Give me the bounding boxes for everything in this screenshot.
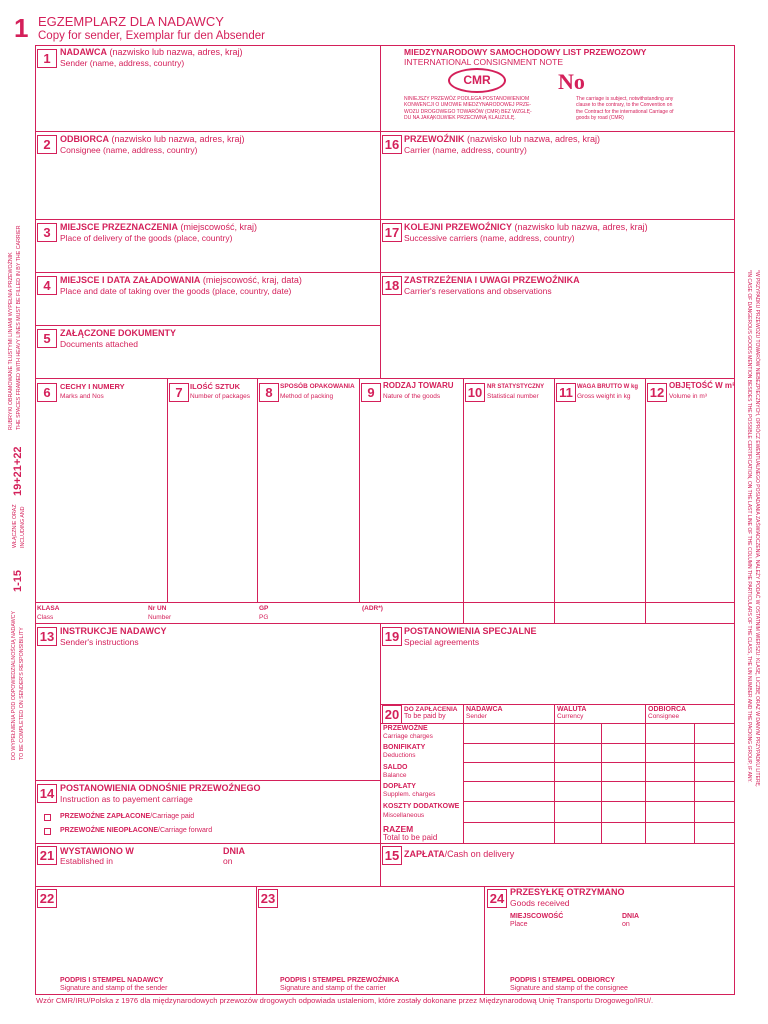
carriage-payment-label: POSTANOWIENIA ODNOŚNIE PRZEWOŹNEGO: [60, 783, 261, 793]
box-number: 9: [361, 383, 381, 402]
successive-carriers-label-en: Successive carriers (name, address, country): [404, 233, 575, 243]
label-pl: PRZEWOŹNIK: [404, 134, 465, 144]
adr-label: (ADR*): [362, 605, 383, 612]
delivery-place-label-en: Place of delivery of the goods (place, country): [60, 233, 233, 243]
divider: [35, 843, 735, 844]
box-number: 16: [382, 135, 402, 154]
row-total-en: Total to be paid: [383, 833, 438, 842]
divider: [484, 886, 485, 995]
successive-carriers-field[interactable]: [404, 245, 732, 270]
carrier-signature-area[interactable]: [258, 910, 482, 970]
divider: [554, 704, 555, 843]
divider: [35, 325, 380, 326]
box-number: 19: [382, 627, 402, 646]
packages-field[interactable]: [169, 404, 255, 600]
row-miscellaneous-en: Miscellaneous: [383, 812, 425, 819]
col-sender: NADAWCA: [466, 706, 503, 713]
side-left-bottom-pl: DO WYPEŁNIENIA POD ODPOWIEDZIALNOŚCIĄ NADAWCY: [11, 610, 17, 760]
special-agreements-label-en: Special agreements: [404, 637, 480, 647]
option-pl: PRZEWOŹNE NIEOPŁACONE: [60, 827, 159, 834]
row-deductions-en: Deductions: [383, 752, 416, 759]
label-pl: MIEJSCE PRZEZNACZENIA: [60, 222, 179, 232]
sender-label-en: Sender (name, address, country): [60, 58, 185, 68]
cmr-logo-text: CMR: [463, 73, 491, 87]
box-number: 22: [37, 889, 57, 908]
received-date-label: DNIA: [622, 913, 640, 920]
packages-label: ILOŚĆ SZTUK: [190, 382, 240, 391]
carrier-reservations-field[interactable]: [404, 298, 732, 376]
box-number: 8: [259, 383, 279, 402]
packing-label: SPOSÓB OPAKOWANIA: [280, 383, 355, 390]
sender-instructions-label-en: Sender's instructions: [60, 637, 139, 647]
special-agreements-label: POSTANOWIENIA SPECJALNE: [404, 626, 537, 636]
sender-signature-label-en: Signature and stamp of the sender: [60, 985, 168, 992]
divider: [35, 602, 735, 603]
divider: [35, 780, 380, 781]
side-left-range-b: 19+21+22: [12, 446, 24, 496]
side-left-top-pl: RUBRYKI OBRAMOWANE TŁUSTYMI LINIAMI WYPEŁNIA PRZEWOŹNIK: [8, 252, 14, 430]
label-pl-sub: /Cash on delivery: [444, 849, 515, 859]
notice-line: goods by road (CMR): [576, 115, 624, 122]
box-number: 5: [37, 329, 57, 348]
divider: [35, 886, 735, 887]
consignment-title-en: INTERNATIONAL CONSIGNMENT NOTE: [404, 57, 563, 67]
consignment-number-label: No: [558, 69, 585, 94]
box-number: 13: [37, 627, 57, 646]
divider: [645, 704, 646, 843]
goods-nature-label: RODZAJ TOWARU: [383, 381, 454, 390]
row-carriage-charges: PRZEWOŹNE: [383, 725, 428, 732]
divider: [694, 723, 695, 843]
cash-on-delivery-field[interactable]: [404, 862, 732, 884]
divider: [257, 378, 258, 602]
carrier-label-en: Carrier (name, address, country): [404, 145, 527, 155]
divider: [35, 623, 735, 624]
sender-signature-area[interactable]: [37, 910, 254, 970]
divider: [645, 378, 646, 623]
loading-place-label: [60, 275, 302, 285]
box-number: 7: [169, 383, 189, 402]
cash-on-delivery-label: [404, 849, 514, 859]
row-balance-en: Balance: [383, 772, 407, 779]
col-sender-en: Sender: [466, 713, 487, 720]
established-date-field[interactable]: [223, 867, 378, 884]
row-deductions: BONIFIKATY: [383, 744, 426, 751]
divider: [601, 723, 602, 843]
marks-label-en: Marks and Nos: [60, 393, 104, 400]
box-number: 17: [382, 223, 402, 242]
packing-label-en: Method of packing: [280, 393, 334, 400]
established-date-label: DNIA: [223, 846, 245, 856]
box-number: 12: [647, 383, 667, 402]
received-date-label-en: on: [622, 921, 630, 928]
goods-received-label-en: Goods received: [510, 898, 570, 908]
label-pl-sub: (nazwisko lub nazwa, adres, kraj): [512, 222, 648, 232]
box-number: 4: [37, 276, 57, 295]
marks-field[interactable]: [37, 404, 165, 600]
box-number: 11: [556, 383, 576, 402]
documents-label: ZAŁĄCZONE DOKUMENTY: [60, 328, 176, 338]
carriage-forward-checkbox[interactable]: [44, 828, 51, 835]
marks-label: CECHY I NUMERY: [60, 382, 125, 391]
sender-instructions-field[interactable]: [60, 649, 378, 778]
sender-label: [60, 47, 243, 57]
copy-subtitle: Copy for sender, Exemplar fur den Absender: [38, 30, 265, 42]
packing-group-label-en: PG: [259, 614, 269, 621]
notice-line: the Contract for the international Carriage of: [576, 108, 674, 115]
row-supplementary: DOPŁATY: [383, 783, 416, 790]
box-number: 20: [382, 705, 402, 724]
divider: [35, 272, 735, 273]
carrier-signature-label-en: Signature and stamp of the carrier: [280, 985, 386, 992]
box-number: 6: [37, 383, 57, 402]
divider: [380, 623, 381, 886]
divider: [35, 378, 735, 379]
copy-number: 1: [14, 13, 29, 43]
divider: [35, 219, 735, 220]
box-number: 24: [487, 889, 507, 908]
volume-label-en: Volume in m³: [669, 393, 707, 400]
box-number: 18: [382, 276, 402, 295]
notice-line: The carriage is subject, notwithstanding any: [576, 96, 674, 102]
box-number: 3: [37, 223, 57, 242]
row-balance: SALDO: [383, 764, 408, 771]
consignee-label-en: Consignee (name, address, country): [60, 145, 198, 155]
volume-label: OBJĘTOŚĆ W m³: [669, 381, 735, 390]
col-currency-en: Currency: [557, 713, 584, 720]
special-agreements-field[interactable]: [404, 649, 732, 702]
packages-label-en: Number of packages: [190, 393, 250, 400]
box-number: 21: [37, 846, 57, 865]
loading-place-field[interactable]: [60, 298, 378, 323]
side-left-range-a: 1-15: [12, 569, 24, 592]
row-supplementary-en: Supplem. charges: [383, 791, 436, 798]
established-label-en: Established in: [60, 856, 113, 866]
statistical-label-en: Statistical number: [487, 393, 539, 400]
volume-field[interactable]: [647, 404, 733, 600]
delivery-place-field[interactable]: [60, 245, 378, 270]
to-be-paid-label: DO ZAPŁACENIA: [404, 706, 458, 713]
side-right-en: *IN CASE OF DANGEROUS GOODS MENTION BESIDES THE POSSIBLE CERTIFICATION, ON THE LAST LINE OF THE COLUMN THE PARTICULARS OF THE CLASS, THE UN NUMBER AND THE PACKING GROUP, IF ANY.: [746, 270, 752, 783]
sender-instructions-label: INSTRUKCJE NADAWCY: [60, 626, 167, 636]
side-left-incl-pl: WŁĄCZNIE ORAZ: [12, 504, 18, 548]
consignee-signature-area[interactable]: [489, 932, 733, 972]
established-label: WYSTAWIONO W: [60, 846, 134, 856]
label-pl-sub: (miejscowość, kraj): [178, 222, 258, 232]
divider: [463, 378, 464, 623]
carrier-label: [404, 134, 600, 144]
divider: [359, 378, 360, 602]
box-number: 2: [37, 135, 57, 154]
cmr-notice-en: [576, 96, 674, 122]
notice-line: WOZU DROGOWEGO TOWARÓW (CMR) BEZ WZGLĘ-: [404, 108, 532, 115]
sender-field[interactable]: [60, 70, 378, 128]
goods-received-label: PRZESYŁKĘ OTRZYMANO: [510, 887, 625, 897]
label-pl: ZAPŁATA: [404, 849, 445, 859]
notice-line: KONWENCJI O UMOWIE MIEDZYNARODOWEJ PRZE-: [404, 102, 531, 109]
divider: [380, 45, 381, 378]
side-right-pl: *W PRZYPADKU PRZEWOZU TOWARÓW NIEBEZPIECZNYCH, OPRÓCZ EWENTUALNEGO POSIADANIA ZAŚWIADCZENIA, NALEŻY PODAĆ W OSTATNIM WIERSZU: KLASĘ, LICZBĘ ORAZ W DANYM PRZYPADKU LITERĘ.: [754, 270, 760, 788]
divider: [35, 131, 735, 132]
carrier-reservations-label-en: Carrier's reservations and observations: [404, 286, 552, 296]
label-pl-sub: (nazwisko lub nazwa, adres, kraj): [107, 47, 243, 57]
carrier-signature-label: PODPIS I STEMPEL PRZEWOŹNIKA: [280, 977, 400, 984]
footer-note: Wzór CMR/IRU/Polska z 1976 dla międzynarodowych przewozów drogowych odpowiada ustaleniom, które zostały dokonane przez Międzynarodową Unię Transportu Drogowego/IRU/.: [36, 996, 654, 1005]
row-total: RAZEM: [383, 824, 414, 834]
established-date-label-en: on: [223, 856, 233, 866]
option-en: /Carriage paid: [150, 813, 195, 820]
documents-field[interactable]: [60, 351, 378, 376]
packing-field[interactable]: [259, 404, 357, 600]
divider: [167, 378, 168, 602]
received-place-label: MIEJSCOWOŚĆ: [510, 913, 564, 920]
divider: [380, 704, 735, 705]
un-number-label: Nr UN: [148, 605, 167, 612]
consignment-title: MIEDZYNARODOWY SAMOCHODOWY LIST PRZEWOZOWY: [404, 47, 647, 57]
notice-line: DU NA JAKĄKOLWIEK PRZECIWNĄ KLAUZULĘ.: [404, 115, 516, 122]
divider: [463, 704, 464, 843]
carriage-paid-option: [60, 813, 194, 821]
consignee-label: [60, 134, 245, 144]
col-currency: WALUTA: [557, 706, 587, 713]
established-field[interactable]: [60, 867, 220, 884]
carriage-paid-checkbox[interactable]: [44, 814, 51, 821]
copy-title: EGZEMPLARZ DLA NADAWCY: [38, 14, 224, 29]
cmr-notice-pl: [404, 96, 532, 122]
col-consignee: ODBIORCA: [648, 706, 687, 713]
statistical-label: NR STATYSTYCZNY: [487, 384, 545, 390]
label-pl: ODBIORCA: [60, 134, 109, 144]
box-number: 15: [382, 846, 402, 865]
label-pl-sub: (nazwisko lub nazwa, adres, kraj): [464, 134, 601, 144]
received-place-label-en: Place: [510, 921, 528, 928]
label-pl-sub: (nazwisko lub nazwa, adres, kraj): [109, 134, 245, 144]
label-pl: KOLEJNI PRZEWOŹNICY: [404, 222, 513, 232]
row-carriage-charges-en: Carriage charges: [383, 733, 433, 740]
option-en: /Carriage forward: [158, 827, 213, 834]
label-pl-sub: (miejscowość, kraj, data): [200, 275, 302, 285]
delivery-place-label: [60, 222, 257, 232]
goods-nature-label-en: Nature of the goods: [383, 393, 441, 400]
consignee-field[interactable]: [60, 157, 378, 217]
class-label-en: Class: [37, 614, 54, 621]
box-number: 23: [258, 889, 278, 908]
option-pl: PRZEWOŹNE ZAPŁACONE: [60, 813, 151, 820]
packing-group-label: GP: [259, 605, 269, 612]
box-number: 14: [37, 784, 57, 803]
box-number: 1: [37, 49, 57, 68]
divider: [256, 886, 257, 995]
class-label: KLASA: [37, 605, 60, 612]
side-left-top-en: THE SPACES FRAMED WITH HEAVY LINES MUST BE FILLED IN BY THE CARRIER: [16, 225, 22, 430]
notice-line: NINIEJSZY PRZEWÓZ PODLEGA POSTANOWIENIOM: [404, 96, 530, 102]
un-number-label-en: Number: [148, 614, 172, 621]
carrier-field[interactable]: [404, 157, 732, 217]
cmr-logo: [448, 68, 506, 93]
loading-place-label-en: Place and date of taking over the goods (place, country, date): [60, 286, 292, 296]
divider: [380, 723, 735, 724]
weight-label: WAGA BRUTTO W kg: [577, 384, 638, 390]
label-pl: NADAWCA: [60, 47, 107, 57]
consignee-signature-label: PODPIS I STEMPEL ODBIORCY: [510, 977, 615, 984]
to-be-paid-label-en: To be paid by: [404, 713, 446, 720]
carriage-payment-label-en: Instruction as to payement carriage: [60, 794, 193, 804]
weight-label-en: Gross weight in kg: [577, 393, 631, 400]
side-left-incl-en: INCLUDING AND: [20, 506, 26, 548]
weight-field[interactable]: [556, 404, 643, 600]
notice-line: clause to the contrary, to the Convention on: [576, 102, 673, 109]
box-number: 10: [465, 383, 485, 402]
side-left-bottom-en: TO BE COMPLETED ON SENDER'S RESPONSIBILITY: [19, 627, 25, 760]
carrier-reservations-label: ZASTRZEŻENIA I UWAGI PRZEWOŹNIKA: [404, 275, 580, 285]
divider: [554, 378, 555, 623]
documents-label-en: Documents attached: [60, 339, 138, 349]
row-miscellaneous: KOSZTY DODATKOWE: [383, 803, 460, 810]
label-pl: MIEJSCE I DATA ZAŁADOWANIA: [60, 275, 201, 285]
consignee-signature-label-en: Signature and stamp of the consignee: [510, 985, 628, 992]
goods-nature-field[interactable]: [361, 404, 461, 600]
col-consignee-en: Consignee: [648, 713, 680, 720]
successive-carriers-label: [404, 222, 648, 232]
sender-signature-label: PODPIS I STEMPEL NADAWCY: [60, 977, 164, 984]
statistical-field[interactable]: [465, 404, 552, 600]
carriage-forward-option: [60, 827, 212, 835]
